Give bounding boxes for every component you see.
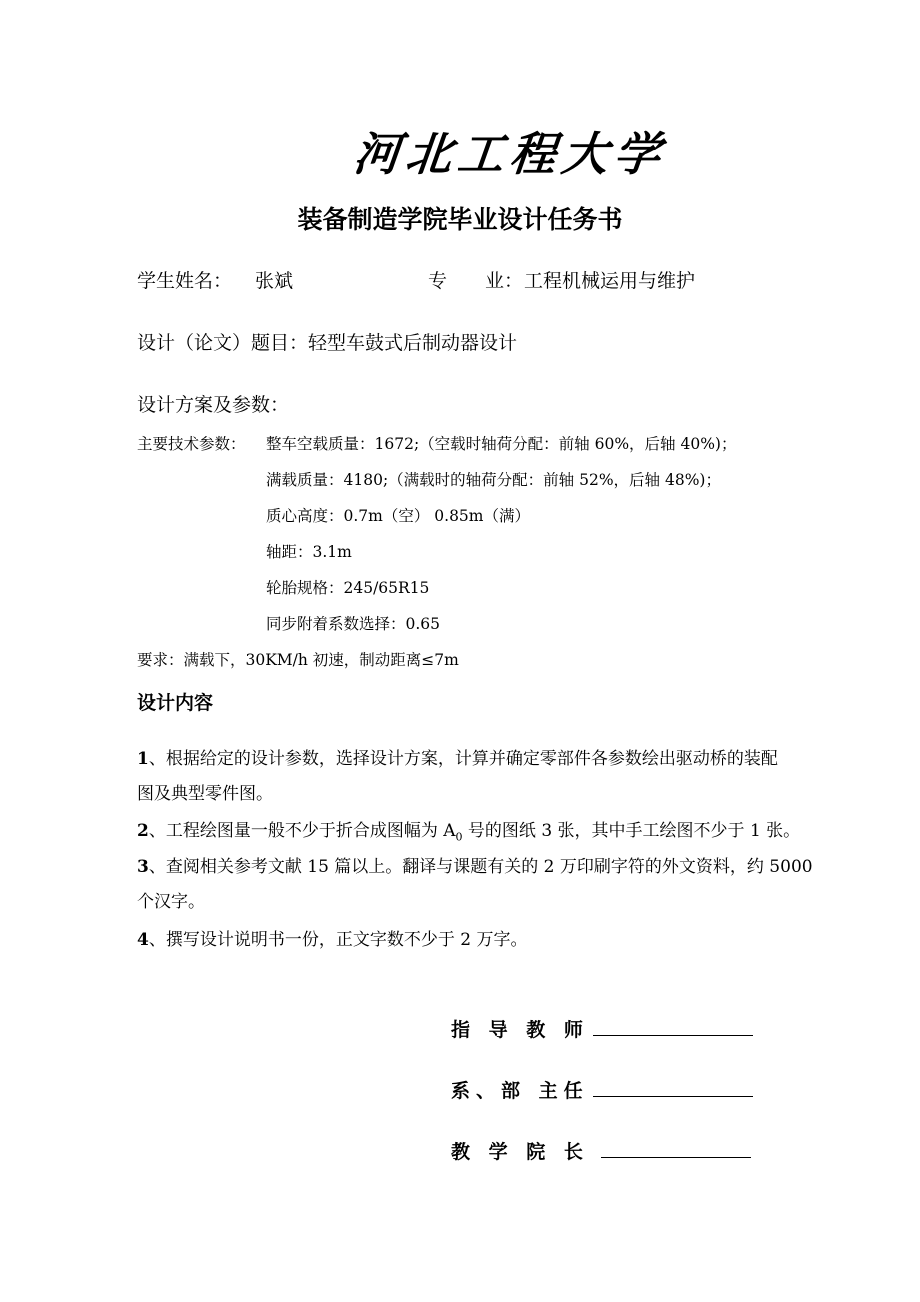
- param-line: 满载质量：4180;（满载时的轴荷分配：前轴 52%，后轴 48%)；: [266, 471, 721, 489]
- signature-dean: [451, 1137, 751, 1164]
- major-value: 工程机械运用与维护: [524, 270, 696, 292]
- item-text: 、撰写设计说明书一份，正文字数不少于 2 万字。: [148, 930, 528, 950]
- student-name-label: 学生姓名：: [137, 270, 233, 292]
- list-item: [137, 925, 527, 950]
- item-number: 4: [137, 930, 149, 950]
- param-line: 质心高度：0.7m（空） 0.85m（满）: [266, 507, 530, 525]
- signature-label: 指 导 教 师: [451, 1019, 589, 1041]
- list-item: [137, 852, 813, 877]
- signature-line: [593, 1078, 753, 1097]
- item-number: 1: [137, 749, 149, 769]
- list-item-continued: 图及典型零件图。: [137, 784, 273, 804]
- signature-advisor: [451, 1015, 753, 1042]
- param-line: 整车空载质量：1672;（空载时轴荷分配：前轴 60%，后轴 40%)；: [266, 435, 737, 453]
- signature-label: 系、部 主任: [451, 1080, 589, 1102]
- signature-line: [601, 1139, 751, 1158]
- scheme-heading: 设计方案及参数：: [137, 394, 290, 416]
- list-item: [137, 744, 778, 769]
- list-item: [137, 816, 800, 843]
- item-number: 2: [137, 821, 149, 841]
- page-title: 装备制造学院毕业设计任务书: [297, 205, 623, 234]
- item-text: 、根据给定的设计参数，选择设计方案，计算并确定零部件各参数绘出驱动桥的装配: [148, 749, 778, 769]
- signature-line: [593, 1017, 753, 1036]
- item-text: 号的图纸 3 张，其中手工绘图不少于 1 张。: [462, 821, 801, 841]
- list-item-continued: 个汉字。: [137, 892, 205, 912]
- topic-label: 设计（论文）题目：: [137, 332, 309, 354]
- topic-line: [137, 328, 517, 355]
- item-number: 3: [137, 857, 149, 877]
- params-label: 主要技术参数：: [137, 435, 246, 453]
- content-heading: 设计内容: [137, 692, 214, 714]
- signature-label: 教 学 院 长: [451, 1141, 589, 1163]
- param-line: 轴距：3.1m: [266, 543, 352, 561]
- param-line: 同步附着系数选择：0.65: [266, 615, 441, 633]
- major-label: 专 业：: [428, 270, 524, 292]
- item-text: 、查阅相关参考文献 15 篇以上。翻译与课题有关的 2 万印刷字符的外文资料，约 5000: [148, 857, 813, 877]
- item-text: 、工程绘图量一般不少于折合成图幅为 A: [148, 821, 456, 841]
- topic-value: 轻型车鼓式后制动器设计: [308, 332, 518, 354]
- item-subscript: 0: [455, 830, 463, 844]
- signature-dept-head: [451, 1076, 753, 1103]
- university-logo: 河北工程大学: [351, 127, 669, 181]
- student-name: 张斌: [255, 270, 294, 292]
- param-line: 轮胎规格：245/65R15: [266, 579, 430, 597]
- requirement: 要求：满载下，30KM/h 初速，制动距离≤7m: [137, 651, 459, 669]
